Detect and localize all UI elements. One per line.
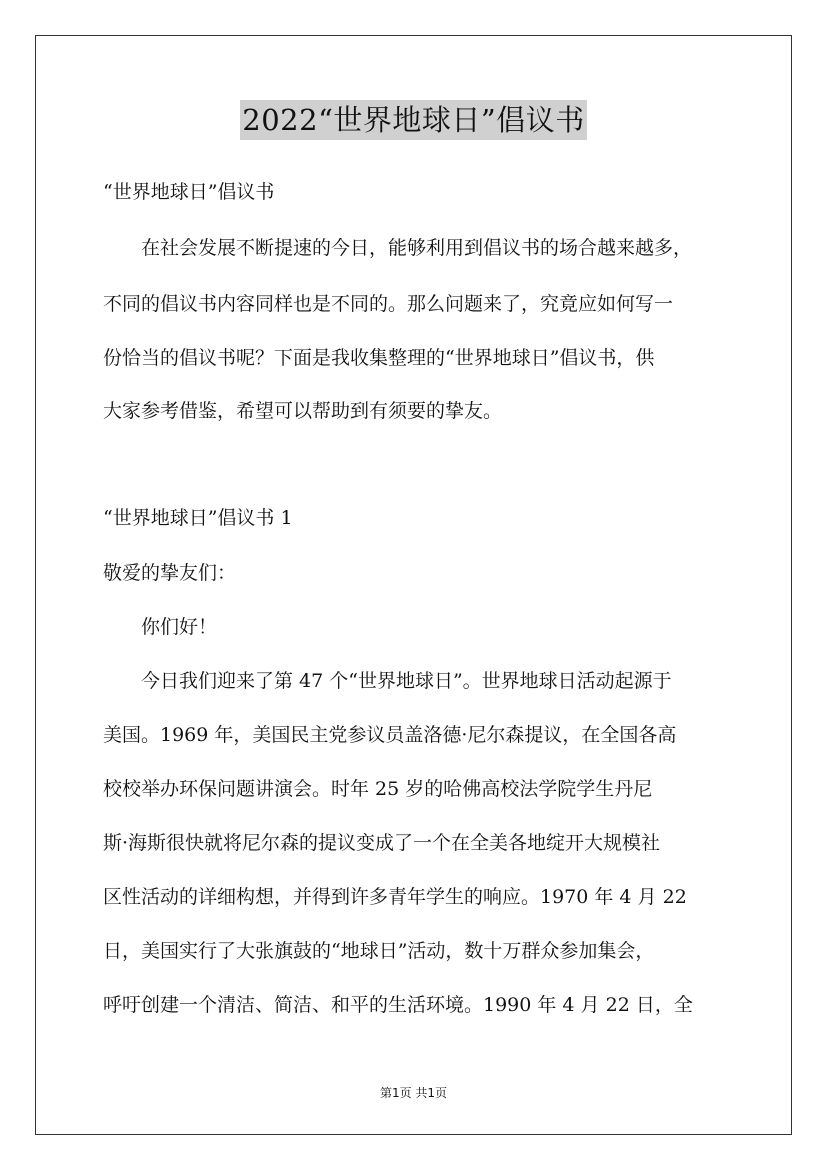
body-line-6: 日，美国实行了大张旗鼓的“地球日”活动，数十万群众参加集会， [103,940,655,962]
subtitle: “世界地球日”倡议书 [103,181,275,203]
salutation: 敬爱的挚友们： [103,562,237,584]
page-footer: 第1页 共1页 [379,1086,448,1100]
body-line-3: 校校举办环保问题讲演会。时年 25 岁的哈佛高校法学院学生丹尼 [103,778,653,800]
intro-line-4: 大家参考借鉴，希望可以帮助到有须要的挚友。 [103,400,503,422]
intro-line-3: 份恰当的倡议书呢？下面是我收集整理的“世界地球日”倡议书，供 [103,347,655,369]
body-line-2: 美国。1969 年，美国民主党参议员盖洛德·尼尔森提议，在全国各高 [103,724,677,746]
title-container [0,100,827,140]
intro-line-1: 在社会发展不断提速的今日，能够利用到倡议书的场合越来越多， [141,237,693,259]
body-line-7: 呼吁创建一个清洁、简洁、和平的生活环境。1990 年 4 月 22 日，全 [103,994,693,1016]
greeting: 你们好！ [141,616,218,638]
section-heading: “世界地球日”倡议书 1 [103,507,293,529]
document-title: 2022“世界地球日”倡议书 [240,100,586,140]
body-line-4: 斯·海斯很快就将尼尔森的提议变成了一个在全美各地绽开大规模社 [103,832,661,854]
body-line-5: 区性活动的详细构想，并得到许多青年学生的响应。1970 年 4 月 22 [103,886,687,908]
body-line-1: 今日我们迎来了第 47 个“世界地球日”。世界地球日活动起源于 [141,670,672,692]
intro-line-2: 不同的倡议书内容同样也是不同的。那么问题来了，究竟应如何写一 [103,293,674,315]
